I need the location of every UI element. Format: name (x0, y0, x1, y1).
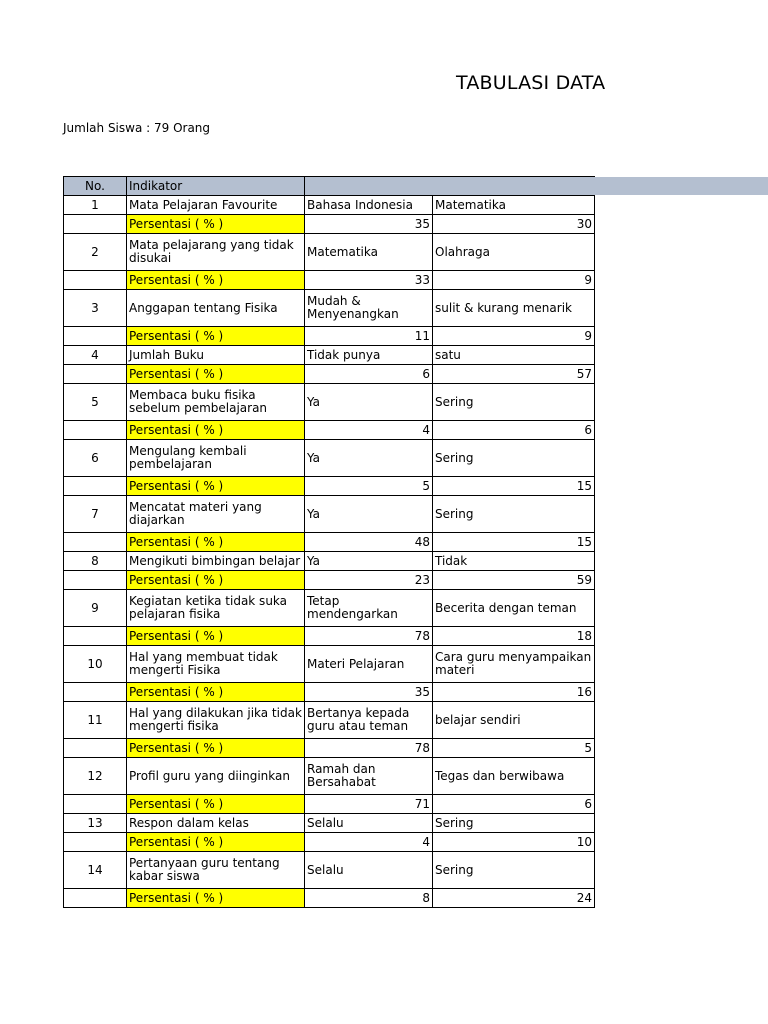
percentage-a: 8 (305, 889, 433, 908)
option-b-cell: Sering (433, 496, 595, 533)
indicator-cell: Hal yang dilakukan jika tidak mengerti fisika (127, 702, 305, 739)
empty-cell (64, 421, 127, 440)
percentage-b: 10 (433, 833, 595, 852)
option-a-cell: Ya (305, 552, 433, 571)
option-b-cell: Sering (433, 814, 595, 833)
percentage-b: 16 (433, 683, 595, 702)
table-row (64, 852, 595, 889)
percentage-label: Persentasi ( % ) (127, 833, 305, 852)
row-number: 7 (64, 496, 127, 533)
row-number: 14 (64, 852, 127, 889)
option-b-cell: belajar sendiri (433, 702, 595, 739)
option-b-cell: Tegas dan berwibawa (433, 758, 595, 795)
row-number: 4 (64, 346, 127, 365)
percentage-row (64, 327, 595, 346)
percentage-row (64, 683, 595, 702)
option-a-cell: Tetap mendengarkan (305, 590, 433, 627)
percentage-a: 78 (305, 739, 433, 758)
indicator-cell: Membaca buku fisika sebelum pembelajaran (127, 384, 305, 421)
option-a-cell: Mudah & Menyenangkan (305, 290, 433, 327)
option-a-cell: Ya (305, 440, 433, 477)
option-a-cell: Selalu (305, 852, 433, 889)
table-row (64, 702, 595, 739)
row-number: 3 (64, 290, 127, 327)
row-number: 9 (64, 590, 127, 627)
percentage-label: Persentasi ( % ) (127, 739, 305, 758)
percentage-a: 4 (305, 833, 433, 852)
row-number: 10 (64, 646, 127, 683)
option-b-cell: Cara guru menyampaikan materi (433, 646, 595, 683)
percentage-a: 23 (305, 571, 433, 590)
percentage-a: 35 (305, 683, 433, 702)
option-b-cell: Matematika (433, 196, 595, 215)
option-a-cell: Matematika (305, 234, 433, 271)
row-number: 5 (64, 384, 127, 421)
row-number: 8 (64, 552, 127, 571)
indicator-cell: Hal yang membuat tidak mengerti Fisika (127, 646, 305, 683)
percentage-b: 15 (433, 477, 595, 496)
percentage-b: 5 (433, 739, 595, 758)
table-row (64, 814, 595, 833)
percentage-b: 15 (433, 533, 595, 552)
indicator-cell: Mata pelajarang yang tidak disukai (127, 234, 305, 271)
header-indikator: Indikator (127, 177, 305, 196)
percentage-b: 9 (433, 271, 595, 290)
percentage-b: 6 (433, 421, 595, 440)
percentage-label: Persentasi ( % ) (127, 477, 305, 496)
empty-cell (64, 739, 127, 758)
option-b-cell: sulit & kurang menarik (433, 290, 595, 327)
empty-cell (64, 795, 127, 814)
indicator-cell: Profil guru yang diinginkan (127, 758, 305, 795)
option-b-cell: Becerita dengan teman (433, 590, 595, 627)
option-b-cell: Sering (433, 440, 595, 477)
table-row (64, 440, 595, 477)
table-row (64, 196, 595, 215)
empty-cell (64, 833, 127, 852)
percentage-a: 48 (305, 533, 433, 552)
table-row (64, 552, 595, 571)
percentage-label: Persentasi ( % ) (127, 215, 305, 234)
percentage-row (64, 795, 595, 814)
percentage-label: Persentasi ( % ) (127, 627, 305, 646)
percentage-a: 35 (305, 215, 433, 234)
percentage-row (64, 833, 595, 852)
student-count: Jumlah Siswa : 79 Orang (63, 121, 211, 135)
indicator-cell: Pertanyaan guru tentang kabar siswa (127, 852, 305, 889)
option-b-cell: Sering (433, 384, 595, 421)
empty-cell (64, 271, 127, 290)
empty-cell (64, 327, 127, 346)
option-a-cell: Ramah dan Bersahabat (305, 758, 433, 795)
indicator-cell: Mengulang kembali pembelajaran (127, 440, 305, 477)
table-row (64, 646, 595, 683)
percentage-label: Persentasi ( % ) (127, 271, 305, 290)
option-a-cell: Ya (305, 384, 433, 421)
percentage-row (64, 421, 595, 440)
table-row (64, 758, 595, 795)
percentage-b: 18 (433, 627, 595, 646)
row-number: 12 (64, 758, 127, 795)
table-row (64, 384, 595, 421)
row-number: 6 (64, 440, 127, 477)
percentage-label: Persentasi ( % ) (127, 889, 305, 908)
percentage-a: 71 (305, 795, 433, 814)
table-row (64, 496, 595, 533)
percentage-a: 33 (305, 271, 433, 290)
percentage-label: Persentasi ( % ) (127, 421, 305, 440)
option-b-cell: Olahraga (433, 234, 595, 271)
option-b-cell: satu (433, 346, 595, 365)
table-row (64, 234, 595, 271)
percentage-row (64, 271, 595, 290)
table-row (64, 346, 595, 365)
percentage-a: 11 (305, 327, 433, 346)
empty-cell (64, 627, 127, 646)
indicator-cell: Kegiatan ketika tidak suka pelajaran fisika (127, 590, 305, 627)
indicator-cell: Anggapan tentang Fisika (127, 290, 305, 327)
percentage-a: 4 (305, 421, 433, 440)
empty-cell (64, 683, 127, 702)
percentage-a: 5 (305, 477, 433, 496)
row-number: 1 (64, 196, 127, 215)
option-a-cell: Tidak punya (305, 346, 433, 365)
option-b-cell: Sering (433, 852, 595, 889)
empty-cell (64, 533, 127, 552)
empty-cell (64, 365, 127, 384)
percentage-label: Persentasi ( % ) (127, 571, 305, 590)
indicator-cell: Jumlah Buku (127, 346, 305, 365)
table-row (64, 590, 595, 627)
percentage-row (64, 477, 595, 496)
percentage-a: 78 (305, 627, 433, 646)
option-a-cell: Ya (305, 496, 433, 533)
percentage-b: 24 (433, 889, 595, 908)
empty-cell (64, 477, 127, 496)
percentage-row (64, 533, 595, 552)
row-number: 13 (64, 814, 127, 833)
indicator-cell: Mata Pelajaran Favourite (127, 196, 305, 215)
empty-cell (64, 215, 127, 234)
percentage-label: Persentasi ( % ) (127, 795, 305, 814)
percentage-a: 6 (305, 365, 433, 384)
percentage-b: 30 (433, 215, 595, 234)
table-row (64, 290, 595, 327)
option-b-cell: Tidak (433, 552, 595, 571)
percentage-b: 59 (433, 571, 595, 590)
option-a-cell: Bertanya kepada guru atau teman (305, 702, 433, 739)
header-options (305, 177, 595, 196)
header-no: No. (64, 177, 127, 196)
option-a-cell: Selalu (305, 814, 433, 833)
page-title: TABULASI DATA (456, 72, 606, 94)
indicator-cell: Respon dalam kelas (127, 814, 305, 833)
percentage-row (64, 365, 595, 384)
table-header-row (64, 177, 595, 196)
percentage-b: 9 (433, 327, 595, 346)
percentage-b: 57 (433, 365, 595, 384)
percentage-label: Persentasi ( % ) (127, 365, 305, 384)
indicator-cell: Mengikuti bimbingan belajar (127, 552, 305, 571)
row-number: 2 (64, 234, 127, 271)
percentage-row (64, 627, 595, 646)
option-a-cell: Bahasa Indonesia (305, 196, 433, 215)
percentage-label: Persentasi ( % ) (127, 683, 305, 702)
empty-cell (64, 889, 127, 908)
percentage-b: 6 (433, 795, 595, 814)
percentage-label: Persentasi ( % ) (127, 533, 305, 552)
indicator-cell: Mencatat materi yang diajarkan (127, 496, 305, 533)
percentage-row (64, 739, 595, 758)
row-number: 11 (64, 702, 127, 739)
empty-cell (64, 571, 127, 590)
percentage-row (64, 571, 595, 590)
header-band-extension (594, 177, 768, 195)
tabulation-table (63, 176, 595, 908)
option-a-cell: Materi Pelajaran (305, 646, 433, 683)
percentage-row (64, 215, 595, 234)
percentage-label: Persentasi ( % ) (127, 327, 305, 346)
percentage-row (64, 889, 595, 908)
